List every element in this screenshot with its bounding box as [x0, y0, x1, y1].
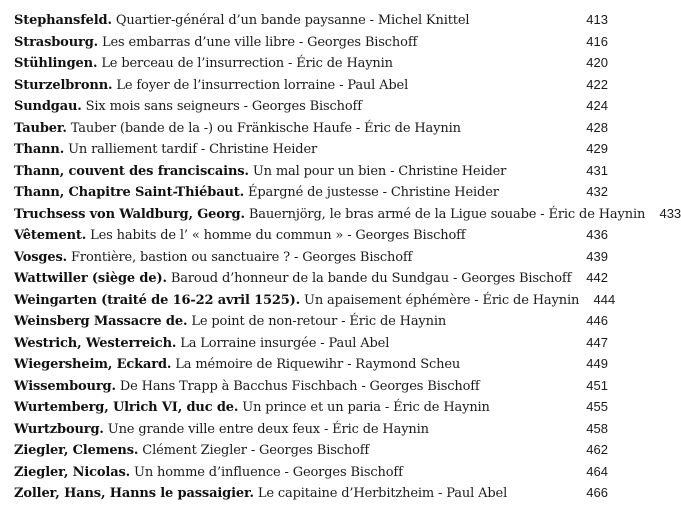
entry-description: Bauernjörg, le bras armé de la Ligue souabe - Éric de Haynin [248, 206, 646, 222]
toc-entry[interactable] [14, 163, 608, 185]
entry-title: Sundgau. [14, 99, 82, 114]
entry-description: Un apaisement éphémère - Éric de Haynin [304, 292, 580, 308]
entry-text [14, 35, 572, 50]
entry-page-number: 458 [586, 420, 608, 436]
entry-description: La Lorraine insurgée - Paul Abel [180, 335, 390, 351]
entry-page-number: 446 [586, 313, 608, 328]
entry-title: Wurtzbourg. [14, 421, 104, 437]
entry-text [14, 121, 572, 136]
entry-description: Frontière, bastion ou sanctuaire ? - Georges Bischoff [71, 249, 413, 265]
entry-title: Stephansfeld. [14, 13, 112, 28]
entry-page-number: 466 [586, 485, 608, 500]
entry-title: Vosges. [14, 249, 68, 265]
entry-page-number: 420 [586, 55, 608, 70]
entry-page-number: 444 [593, 291, 616, 307]
toc-entry[interactable] [14, 12, 608, 34]
toc-entry[interactable] [14, 98, 608, 120]
toc-entry[interactable] [14, 77, 608, 99]
entry-page-number: 424 [586, 98, 608, 113]
entry-description: Clément Ziegler - Georges Bischoff [142, 443, 370, 458]
entry-title: Thann, Chapitre Saint-Thiébaut. [14, 185, 245, 200]
toc-entry[interactable] [14, 356, 608, 378]
entry-page-number: 447 [586, 334, 608, 350]
entry-page-number: 432 [586, 184, 608, 199]
entry-description: De Hans Trapp à Bacchus Fischbach - Georges Bischoff [119, 378, 480, 394]
entry-title: Wiegersheim, Eckard. [14, 357, 172, 372]
entry-page-number: 436 [586, 227, 608, 242]
entry-title: Ziegler, Clemens. [14, 443, 139, 458]
entry-description: Les habits de l’ « homme du commun » - Georges Bischoff [90, 228, 466, 243]
entry-description: Le foyer de l’insurrection lorraine - Paul Abel [116, 77, 409, 93]
entry-page-number: 413 [586, 12, 608, 27]
entry-text [14, 78, 572, 93]
entry-title: Strasbourg. [14, 34, 99, 50]
toc-entry[interactable] [14, 270, 608, 292]
entry-title: Stühlingen. [14, 56, 98, 71]
entry-description: Baroud d’honneur de la bande du Sundgau - Georges Bischoff [170, 271, 572, 286]
entry-text [14, 486, 572, 501]
entry-page-number: 433 [659, 205, 681, 221]
entry-description: Un prince et un paria - Éric de Haynin [242, 400, 490, 415]
entry-page-number: 439 [586, 248, 608, 264]
entry-description: La mémoire de Riquewihr - Raymond Scheu [175, 357, 461, 372]
entry-text [14, 56, 572, 71]
toc-entry[interactable] [14, 464, 608, 486]
entry-title: Tauber. [14, 120, 67, 136]
entry-text [14, 465, 572, 480]
entry-description: Le berceau de l’insurrection - Éric de Haynin [101, 56, 393, 71]
entry-text [14, 228, 572, 243]
entry-text [14, 185, 572, 200]
entry-text [14, 357, 572, 372]
entry-page-number: 455 [586, 399, 608, 414]
toc-entry[interactable] [14, 313, 608, 335]
entry-text [14, 443, 572, 458]
entry-title: Truchsess von Waldburg, Georg. [14, 206, 245, 222]
entry-text [14, 336, 572, 351]
entry-description: Un mal pour un bien - Christine Heider [252, 163, 507, 179]
entry-text [14, 422, 572, 437]
toc-entry[interactable] [14, 34, 608, 56]
entry-page-number: 451 [586, 377, 608, 393]
entry-description: Le capitaine d’Herbitzheim - Paul Abel [257, 486, 508, 501]
entry-title: Wurtemberg, Ulrich VI, duc de. [14, 400, 239, 415]
entry-title: Sturzelbronn. [14, 77, 113, 93]
entry-text [14, 164, 572, 179]
entry-title: Westrich, Westerreich. [14, 335, 177, 351]
entry-page-number: 449 [586, 356, 608, 371]
toc-entry[interactable] [14, 227, 608, 249]
entry-page-number: 429 [586, 141, 608, 156]
entry-page-number: 428 [586, 119, 608, 135]
entry-text [14, 207, 645, 222]
entry-title: Zoller, Hans, Hanns le passaigier. [14, 486, 254, 501]
entry-title: Thann. [14, 142, 65, 157]
entry-title: Wattwiller (siège de). [14, 271, 167, 286]
entry-text [14, 142, 572, 157]
entry-text [14, 271, 572, 286]
toc-entry[interactable] [14, 291, 616, 314]
entry-page-number: 431 [586, 162, 608, 178]
toc-entry[interactable] [14, 249, 608, 271]
toc-entry[interactable] [14, 184, 608, 206]
entry-text [14, 13, 572, 28]
entry-text [14, 99, 572, 114]
entry-page-number: 442 [586, 270, 608, 285]
toc-entry[interactable] [14, 55, 608, 77]
entry-page-number: 462 [586, 442, 608, 457]
entry-text [14, 250, 572, 265]
toc-entry[interactable] [14, 399, 608, 421]
toc-entry[interactable] [14, 335, 608, 357]
table-of-contents [14, 12, 681, 507]
toc-entry[interactable] [14, 442, 608, 464]
entry-page-number: 422 [586, 76, 608, 92]
toc-entry[interactable] [14, 141, 608, 163]
entry-title: Thann, couvent des franciscains. [14, 163, 249, 179]
entry-description: Les embarras d’une ville libre - Georges Bischoff [102, 34, 418, 50]
entry-title: Weinsberg Massacre de. [14, 314, 188, 329]
toc-entry[interactable] [14, 205, 681, 228]
entry-title: Weingarten (traité de 16-22 avril 1525). [14, 292, 301, 308]
entry-description: Quartier-général d’un bande paysanne - Michel Knittel [115, 13, 470, 28]
entry-description: Le point de non-retour - Éric de Haynin [191, 314, 447, 329]
entry-title: Wissembourg. [14, 378, 116, 394]
entry-page-number: 464 [586, 463, 608, 479]
entry-text [14, 379, 572, 394]
entry-text [14, 293, 579, 308]
toc-entry[interactable] [14, 485, 608, 507]
entry-page-number: 416 [586, 33, 608, 49]
entry-text [14, 314, 572, 329]
entry-description: Épargné de justesse - Christine Heider [248, 185, 499, 200]
entry-description: Une grande ville entre deux feux - Éric de Haynin [107, 421, 429, 437]
toc-entry[interactable] [14, 120, 608, 142]
entry-description: Un homme d’influence - Georges Bischoff [134, 464, 403, 480]
toc-entry[interactable] [14, 378, 608, 400]
entry-title: Vêtement. [14, 228, 87, 243]
entry-title: Ziegler, Nicolas. [14, 464, 131, 480]
toc-entry[interactable] [14, 421, 608, 443]
entry-description: Tauber (bande de la -) ou Fränkische Haufe - Éric de Haynin [70, 120, 461, 136]
entry-text [14, 400, 572, 415]
entry-description: Un ralliement tardif - Christine Heider [68, 142, 318, 157]
entry-description: Six mois sans seigneurs - Georges Bischoff [85, 99, 362, 114]
